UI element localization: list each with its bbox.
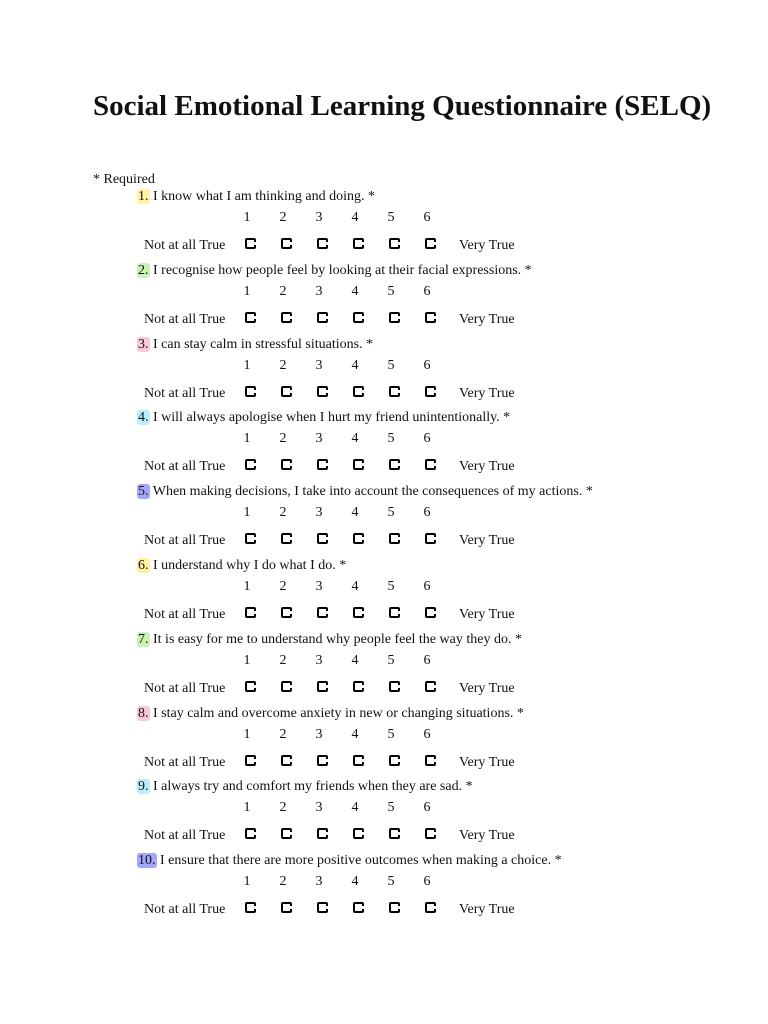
required-note: * Required	[93, 172, 155, 187]
question-label: I recognise how people feel by looking at their facial expressions. *	[153, 263, 532, 278]
scale-number-1: 1	[243, 727, 251, 742]
question-number: 5.	[138, 484, 149, 499]
scale-number-2: 2	[279, 874, 287, 889]
scale-number-3: 3	[315, 431, 323, 446]
question-label: I ensure that there are more positive outcomes when making a choice. *	[160, 853, 562, 868]
question-item	[0, 188, 768, 262]
radio-option-2[interactable]	[281, 459, 292, 470]
question-item	[0, 409, 768, 483]
radio-option-6[interactable]	[425, 828, 436, 839]
scale-number-6: 6	[423, 358, 431, 373]
radio-option-5[interactable]	[389, 681, 400, 692]
scale-number-2: 2	[279, 505, 287, 520]
radio-option-4[interactable]	[353, 828, 364, 839]
question-text	[137, 852, 562, 869]
scale-low-label: Not at all True	[144, 386, 226, 401]
question-text	[137, 188, 375, 205]
scale-high-label: Very True	[459, 902, 515, 917]
question-text	[137, 557, 346, 574]
scale-number-4: 4	[351, 284, 359, 299]
question-item	[0, 262, 768, 336]
scale-number-1: 1	[243, 431, 251, 446]
scale-number-6: 6	[423, 874, 431, 889]
radio-option-1[interactable]	[245, 238, 256, 249]
scale-number-5: 5	[387, 284, 395, 299]
radio-option-5[interactable]	[389, 607, 400, 618]
scale-low-label: Not at all True	[144, 755, 226, 770]
question-label: I always try and comfort my friends when they are sad. *	[153, 779, 473, 794]
scale-number-2: 2	[279, 358, 287, 373]
scale-number-6: 6	[423, 505, 431, 520]
scale-number-4: 4	[351, 431, 359, 446]
question-text	[137, 262, 532, 279]
scale-number-2: 2	[279, 653, 287, 668]
question-text	[137, 705, 524, 722]
radio-option-6[interactable]	[425, 607, 436, 618]
radio-option-4[interactable]	[353, 386, 364, 397]
scale-number-6: 6	[423, 431, 431, 446]
scale-number-4: 4	[351, 653, 359, 668]
question-number: 9.	[138, 779, 149, 794]
scale-low-label: Not at all True	[144, 607, 226, 622]
scale-number-5: 5	[387, 727, 395, 742]
scale-high-label: Very True	[459, 681, 515, 696]
radio-option-1[interactable]	[245, 459, 256, 470]
scale-number-6: 6	[423, 210, 431, 225]
radio-option-2[interactable]	[281, 681, 292, 692]
scale-number-3: 3	[315, 210, 323, 225]
radio-option-2[interactable]	[281, 238, 292, 249]
question-number: 8.	[138, 706, 149, 721]
question-item	[0, 778, 768, 852]
scale-high-label: Very True	[459, 533, 515, 548]
scale-number-4: 4	[351, 358, 359, 373]
question-label: I know what I am thinking and doing. *	[153, 189, 376, 204]
radio-option-3[interactable]	[317, 238, 328, 249]
scale-number-3: 3	[315, 505, 323, 520]
page-title: Social Emotional Learning Questionnaire (SELQ)	[93, 90, 712, 122]
scale-number-6: 6	[423, 727, 431, 742]
question-number: 7.	[138, 632, 149, 647]
scale-low-label: Not at all True	[144, 902, 226, 917]
scale-number-3: 3	[315, 653, 323, 668]
radio-option-2[interactable]	[281, 386, 292, 397]
radio-option-5[interactable]	[389, 386, 400, 397]
question-label: It is easy for me to understand why people feel the way they do. *	[153, 632, 522, 647]
scale-number-1: 1	[243, 358, 251, 373]
radio-option-6[interactable]	[425, 533, 436, 544]
radio-option-5[interactable]	[389, 312, 400, 323]
radio-option-6[interactable]	[425, 238, 436, 249]
radio-option-2[interactable]	[281, 312, 292, 323]
scale-number-3: 3	[315, 800, 323, 815]
scale-number-5: 5	[387, 358, 395, 373]
question-number: 10.	[138, 853, 156, 868]
radio-option-2[interactable]	[281, 828, 292, 839]
question-number: 3.	[138, 337, 149, 352]
scale-low-label: Not at all True	[144, 828, 226, 843]
question-item	[0, 336, 768, 410]
radio-option-5[interactable]	[389, 238, 400, 249]
scale-high-label: Very True	[459, 755, 515, 770]
scale-high-label: Very True	[459, 312, 515, 327]
scale-number-6: 6	[423, 653, 431, 668]
scale-low-label: Not at all True	[144, 238, 226, 253]
radio-option-4[interactable]	[353, 312, 364, 323]
radio-option-6[interactable]	[425, 681, 436, 692]
scale-number-5: 5	[387, 800, 395, 815]
scale-number-3: 3	[315, 579, 323, 594]
question-label: I stay calm and overcome anxiety in new or changing situations. *	[153, 706, 524, 721]
question-item	[0, 705, 768, 779]
radio-option-3[interactable]	[317, 755, 328, 766]
scale-number-5: 5	[387, 874, 395, 889]
radio-option-3[interactable]	[317, 312, 328, 323]
scale-number-2: 2	[279, 800, 287, 815]
scale-low-label: Not at all True	[144, 312, 226, 327]
scale-number-2: 2	[279, 727, 287, 742]
question-number: 4.	[138, 410, 149, 425]
radio-option-5[interactable]	[389, 828, 400, 839]
scale-high-label: Very True	[459, 238, 515, 253]
scale-number-1: 1	[243, 210, 251, 225]
radio-option-3[interactable]	[317, 902, 328, 913]
question-label: When making decisions, I take into account the consequences of my actions. *	[152, 484, 593, 499]
scale-number-5: 5	[387, 431, 395, 446]
radio-option-3[interactable]	[317, 828, 328, 839]
scale-high-label: Very True	[459, 386, 515, 401]
radio-option-6[interactable]	[425, 755, 436, 766]
question-item	[0, 852, 768, 926]
scale-number-3: 3	[315, 358, 323, 373]
scale-number-3: 3	[315, 727, 323, 742]
scale-number-2: 2	[279, 579, 287, 594]
radio-option-4[interactable]	[353, 533, 364, 544]
radio-option-3[interactable]	[317, 681, 328, 692]
question-label: I will always apologise when I hurt my friend unintentionally. *	[153, 410, 511, 425]
scale-number-1: 1	[243, 284, 251, 299]
scale-number-3: 3	[315, 874, 323, 889]
question-text	[137, 336, 373, 353]
radio-option-1[interactable]	[245, 755, 256, 766]
radio-option-2[interactable]	[281, 607, 292, 618]
radio-option-2[interactable]	[281, 902, 292, 913]
question-text	[137, 631, 522, 648]
question-text	[137, 409, 510, 426]
radio-option-1[interactable]	[245, 902, 256, 913]
radio-option-1[interactable]	[245, 386, 256, 397]
radio-option-3[interactable]	[317, 607, 328, 618]
radio-option-1[interactable]	[245, 681, 256, 692]
scale-low-label: Not at all True	[144, 533, 226, 548]
radio-option-1[interactable]	[245, 607, 256, 618]
radio-option-2[interactable]	[281, 755, 292, 766]
radio-option-4[interactable]	[353, 459, 364, 470]
scale-number-6: 6	[423, 284, 431, 299]
question-number: 6.	[138, 558, 149, 573]
question-item	[0, 631, 768, 705]
question-label: I understand why I do what I do. *	[153, 558, 347, 573]
scale-high-label: Very True	[459, 459, 515, 474]
question-label: I can stay calm in stressful situations. *	[153, 337, 374, 352]
question-number: 1.	[138, 189, 149, 204]
scale-number-2: 2	[279, 431, 287, 446]
scale-low-label: Not at all True	[144, 681, 226, 696]
radio-option-5[interactable]	[389, 459, 400, 470]
scale-number-1: 1	[243, 653, 251, 668]
radio-option-1[interactable]	[245, 533, 256, 544]
scale-number-1: 1	[243, 874, 251, 889]
scale-number-3: 3	[315, 284, 323, 299]
scale-number-4: 4	[351, 874, 359, 889]
scale-number-5: 5	[387, 505, 395, 520]
radio-option-2[interactable]	[281, 533, 292, 544]
radio-option-4[interactable]	[353, 902, 364, 913]
radio-option-1[interactable]	[245, 828, 256, 839]
question-text	[137, 483, 593, 500]
radio-option-6[interactable]	[425, 459, 436, 470]
scale-number-1: 1	[243, 505, 251, 520]
radio-option-3[interactable]	[317, 386, 328, 397]
radio-option-3[interactable]	[317, 459, 328, 470]
scale-number-1: 1	[243, 579, 251, 594]
radio-option-3[interactable]	[317, 533, 328, 544]
radio-option-6[interactable]	[425, 312, 436, 323]
scale-number-5: 5	[387, 579, 395, 594]
radio-option-6[interactable]	[425, 386, 436, 397]
scale-number-4: 4	[351, 727, 359, 742]
scale-high-label: Very True	[459, 828, 515, 843]
question-text	[137, 778, 473, 795]
scale-number-4: 4	[351, 505, 359, 520]
radio-option-5[interactable]	[389, 755, 400, 766]
radio-option-4[interactable]	[353, 681, 364, 692]
scale-number-4: 4	[351, 800, 359, 815]
scale-number-6: 6	[423, 579, 431, 594]
scale-number-5: 5	[387, 653, 395, 668]
question-number: 2.	[138, 263, 149, 278]
radio-option-5[interactable]	[389, 533, 400, 544]
radio-option-4[interactable]	[353, 755, 364, 766]
scale-number-2: 2	[279, 284, 287, 299]
scale-number-2: 2	[279, 210, 287, 225]
scale-number-1: 1	[243, 800, 251, 815]
scale-number-4: 4	[351, 210, 359, 225]
scale-low-label: Not at all True	[144, 459, 226, 474]
radio-option-4[interactable]	[353, 238, 364, 249]
radio-option-6[interactable]	[425, 902, 436, 913]
radio-option-4[interactable]	[353, 607, 364, 618]
scale-number-6: 6	[423, 800, 431, 815]
scale-number-4: 4	[351, 579, 359, 594]
radio-option-5[interactable]	[389, 902, 400, 913]
question-item	[0, 557, 768, 631]
scale-number-5: 5	[387, 210, 395, 225]
question-item	[0, 483, 768, 557]
scale-high-label: Very True	[459, 607, 515, 622]
radio-option-1[interactable]	[245, 312, 256, 323]
